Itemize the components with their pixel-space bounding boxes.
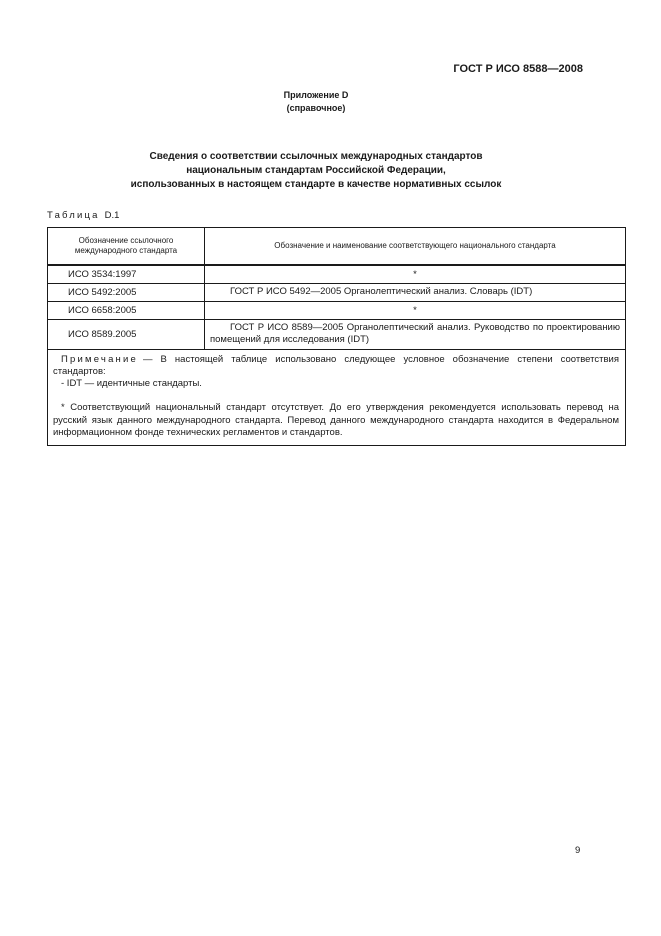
table-row — [48, 283, 626, 301]
page-number: 9 — [575, 845, 581, 856]
note-label: Примечание — [61, 353, 138, 365]
appendix-label: Приложение D — [283, 90, 349, 100]
intl-standard-cell: ИСО 8589.2005 — [48, 319, 205, 349]
table-row — [48, 265, 626, 283]
page-title — [37, 150, 595, 192]
appendix-heading — [47, 89, 585, 115]
table-footnote: * Соответствующий национальный стандарт отсутствует. До его утверждения рекомендуется использовать перевод на русский язык данного международного стандарта. Перевод данного международного стандарта находится в Федеральном информационном фонде технических регламентов и стандартов. — [53, 402, 619, 438]
title-line-3: использованных в настоящем стандарте в качестве нормативных ссылок — [130, 179, 502, 190]
note-text: — В настоящей таблице использовано следующее условное обозначение степени соответствия стандартов: — [53, 353, 619, 377]
document-code: ГОСТ Р ИСО 8588—2008 — [453, 63, 583, 75]
intl-standard-cell: ИСО 6658:2005 — [48, 301, 205, 319]
intl-standard-cell: ИСО 5492:2005 — [48, 283, 205, 301]
national-standard-cell — [205, 283, 626, 301]
col-header-international-standard: Обозначение ссылочного международного стандарта — [48, 228, 205, 266]
table-label — [47, 210, 119, 221]
table-label-number: D.1 — [104, 210, 120, 221]
table-note — [53, 354, 619, 379]
note-idt-item: - IDT — идентичные стандарты. — [61, 378, 202, 390]
table-row — [48, 301, 626, 319]
intl-standard-cell: ИСО 3534:1997 — [48, 265, 205, 283]
national-standard-cell — [205, 319, 626, 349]
title-line-1: Сведения о соответствии ссылочных международных стандартов — [149, 151, 483, 162]
standards-correspondence-table — [47, 227, 626, 446]
note-cell — [48, 349, 626, 446]
table-header-row — [48, 228, 626, 266]
table-row — [48, 319, 626, 349]
national-standard-cell: * — [205, 301, 626, 319]
national-standard-text: ГОСТ Р ИСО 5492—2005 Органолептический анализ. Словарь (IDT) — [230, 285, 533, 297]
col-header-national-standard: Обозначение и наименование соответствующего национального стандарта — [205, 228, 626, 266]
table-note-row — [48, 349, 626, 446]
national-standard-cell: * — [205, 265, 626, 283]
title-line-2: национальным стандартам Российской Федерации, — [186, 165, 446, 176]
appendix-type: (справочное) — [286, 103, 346, 113]
table-label-word: Таблица — [47, 210, 100, 221]
national-standard-text: ГОСТ Р ИСО 8589—2005 Органолептический анализ. Руководство по проектированию помещений для исследования (IDT) — [210, 321, 620, 345]
